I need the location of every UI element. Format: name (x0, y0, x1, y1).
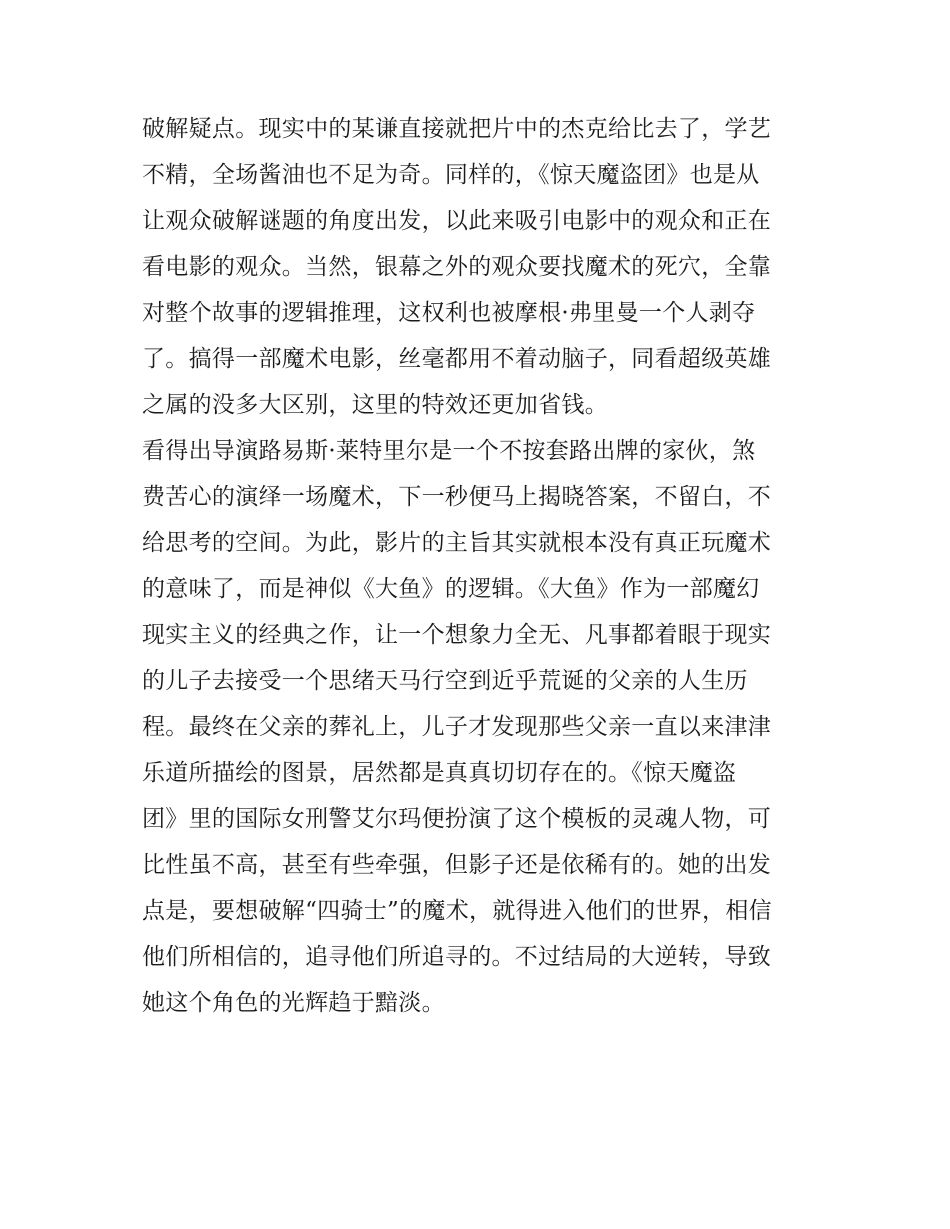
text-line: 看得出导演路易斯·莱特里尔是一个不按套路出牌的家伙，煞 (142, 438, 756, 464)
text-line: 让观众破解谜题的角度出发，以此来吸引电影中的观众和正在 (142, 208, 772, 234)
text-line: 她这个角色的光辉趋于黯淡。 (142, 990, 445, 1016)
text-line: 程。最终在父亲的葬礼上，儿子才发现那些父亲一直以来津津 (142, 714, 772, 740)
paragraph-2 (142, 428, 822, 1026)
text-line: 破解疑点。现实中的某谦直接就把片中的杰克给比去了，学艺 (142, 116, 772, 142)
text-line: 团》里的国际女刑警艾尔玛便扮演了这个模板的灵魂人物，可 (142, 806, 772, 832)
text-line: 之属的没多大区别，这里的特效还更加省钱。 (142, 392, 608, 418)
text-line: 的意味了，而是神似《大鱼》的逻辑。《大鱼》作为一部魔幻 (142, 576, 760, 602)
text-line: 现实主义的经典之作，让一个想象力全无、凡事都着眼于现实 (142, 622, 772, 648)
text-line: 点是，要想破解“四骑士”的魔术，就得进入他们的世界，相信 (142, 898, 772, 924)
text-line: 乐道所描绘的图景，居然都是真真切切存在的。《惊天魔盗 (142, 760, 737, 786)
text-line: 他们所相信的，追寻他们所追寻的。不过结局的大逆转，导致 (142, 944, 772, 970)
text-line: 比性虽不高，甚至有些牵强，但影子还是依稀有的。她的出发 (142, 852, 772, 878)
text-line: 了。搞得一部魔术电影，丝毫都用不着动脑子，同看超级英雄 (142, 346, 772, 372)
text-line: 看电影的观众。当然，银幕之外的观众要找魔术的死穴，全靠 (142, 254, 772, 280)
text-line: 不精，全场酱油也不足为奇。同样的，《惊天魔盗团》也是从 (142, 162, 760, 188)
paragraph-1 (142, 106, 822, 428)
text-line: 对整个故事的逻辑推理，这权利也被摩根·弗里曼一个人剥夺 (142, 300, 756, 326)
text-line: 费苦心的演绎一场魔术，下一秒便马上揭晓答案，不留白，不 (142, 484, 772, 510)
document-body (142, 106, 822, 1026)
text-line: 给思考的空间。为此，影片的主旨其实就根本没有真正玩魔术 (142, 530, 772, 556)
text-line: 的儿子去接受一个思绪天马行空到近乎荒诞的父亲的人生历 (142, 668, 748, 694)
